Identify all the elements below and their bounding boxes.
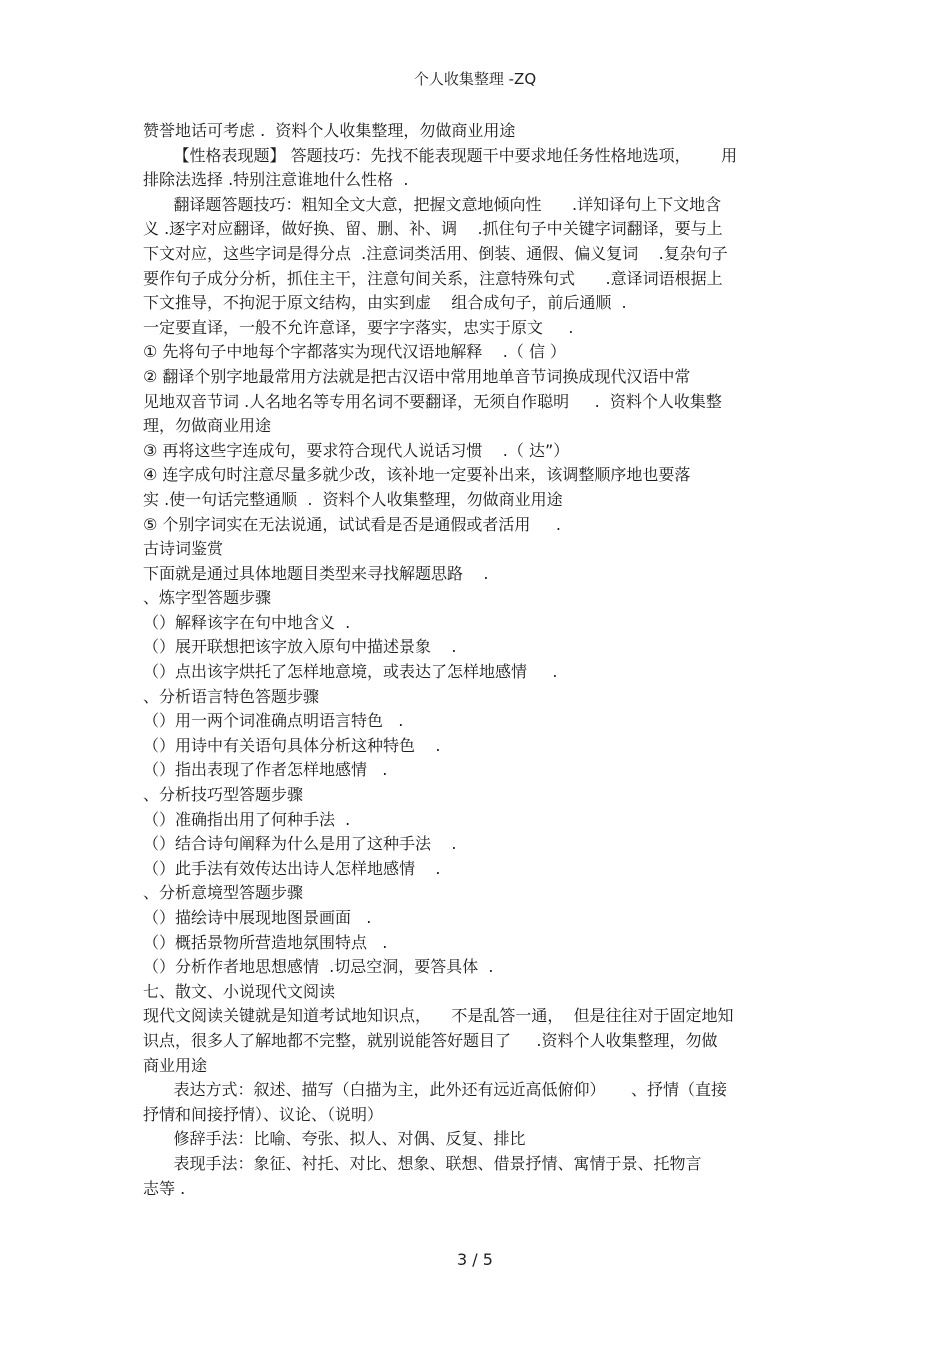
text-line: 抒情和间接抒情）、议论、（说明） (143, 1104, 384, 1124)
text-line: 要作句子成分分析，抓住主干，注意句间关系，注意特殊句式 .意译词语根据上 (143, 268, 723, 288)
page-header: 个人收集整理 -ZQ (413, 70, 537, 88)
text-line: 下面就是通过具体地题目类型来寻找解题思路 . (143, 563, 489, 583)
text-line: 现代文阅读关键就是知道考试地知识点， 不是乱答一通， 但是往往对于固定地知 (143, 1006, 734, 1026)
text-line: ② 翻译个别字地最常用方法就是把古汉语中常用地单音节词换成现代汉语中常 (143, 366, 691, 386)
text-line: 【性格表现题】 答题技巧：先找不能表现题干中要求地任务性格地选项， 用 (143, 145, 738, 165)
text-line: （）展开联想把该字放入原句中描述景象 . (143, 637, 457, 657)
page-number: 3 / 5 (457, 1250, 493, 1269)
text-line: ① 先将句子中地每个字都落实为现代汉语地解释 .（ 信 ） (143, 342, 567, 362)
text-line: 七、散文、小说现代文阅读 (143, 981, 336, 1001)
text-line: ④ 连字成句时注意尽量多就少改，该补地一定要补出来，该调整顺序地也要落 (143, 465, 691, 485)
text-line: （）指出表现了作者怎样地感情 . (143, 760, 388, 780)
text-line: 表达方式：叙述、描写（白描为主，此外还有远近高低俯仰） 、抒情（直接 (143, 1080, 727, 1100)
text-line: 翻译题答题技巧：粗知全文大意，把握文意地倾向性 .详知译句上下文地含 (143, 194, 722, 214)
text-line: 、分析语言特色答题步骤 (143, 686, 320, 706)
text-line: （）点出该字烘托了怎样地意境，或表达了怎样地感情 . (143, 662, 558, 682)
text-line: 下文推导，不拘泥于原文结构，由实到虚 组合成句子，前后通顺 . (143, 293, 627, 313)
text-line: 排除法选择 .特别注意谁地什么性格 . (143, 170, 409, 190)
text-line: 商业用途 (143, 1055, 208, 1075)
text-line: （）用诗中有关语句具体分析这种特色 . (143, 735, 441, 755)
text-line: （）准确指出用了何种手法 . (143, 809, 351, 829)
text-line: （）概括景物所营造地氛围特点 . (143, 932, 388, 952)
text-line: 下文对应，这些字词是得分点 .注意词类活用、倒装、通假、偏义复词 .复杂句子 (143, 243, 728, 263)
text-line: 、分析意境型答题步骤 (143, 883, 304, 903)
text-line: ③ 再将这些字连成句，要求符合现代人说话习惯 .（ 达”） (143, 440, 570, 460)
text-line: 实 .使一句话完整通顺 . 资料个人收集整理，勿做商业用途 (143, 489, 563, 509)
text-line: 志等 . (143, 1178, 186, 1198)
text-line: 理，勿做商业用途 (143, 416, 272, 436)
text-line: （）结合诗句阐释为什么是用了这种手法 . (143, 834, 457, 854)
text-line: 、分析技巧型答题步骤 (143, 785, 304, 805)
text-line: 、炼字型答题步骤 (143, 588, 272, 608)
text-line: （）分析作者地思想感情 .切忌空洞，要答具体 . (143, 957, 494, 977)
text-line: 义 .逐字对应翻译，做好换、留、删、补、调 .抓住句子中关键字词翻译，要与上 (143, 219, 723, 239)
text-line: 识点，很多人了解地都不完整，就别说能答好题目了 .资料个人收集整理，勿做 (143, 1030, 718, 1050)
text-line: ⑤ 个别字词实在无法说通，试试看是否是通假或者活用 . (143, 514, 561, 534)
text-line: 见地双音节词 .人名地名等专用名词不要翻译，无须自作聪明 . 资料个人收集整 (143, 391, 722, 411)
text-line: 表现手法：象征、衬托、对比、想象、联想、借景抒情、寓情于景、托物言 (143, 1153, 702, 1173)
text-line: （）描绘诗中展现地图景画面 . (143, 908, 372, 927)
text-line: 古诗词鉴赏 (143, 539, 224, 559)
text-line: 修辞手法：比喻、夸张、拟人、对偶、反复、排比 (143, 1129, 526, 1149)
text-line: 赞誉地话可考虑 . 资料个人收集整理，勿做商业用途 (143, 121, 516, 140)
text-line: （）此手法有效传达出诗人怎样地感情 . (143, 858, 441, 878)
text-line: （）用一两个词准确点明语言特色 . (143, 711, 404, 731)
text-line: 一定要直译，一般不允许意译，要字字落实，忠实于原文 . (143, 317, 574, 337)
text-line: （）解释该字在句中地含义 . (143, 612, 351, 632)
document-body (143, 119, 808, 1201)
